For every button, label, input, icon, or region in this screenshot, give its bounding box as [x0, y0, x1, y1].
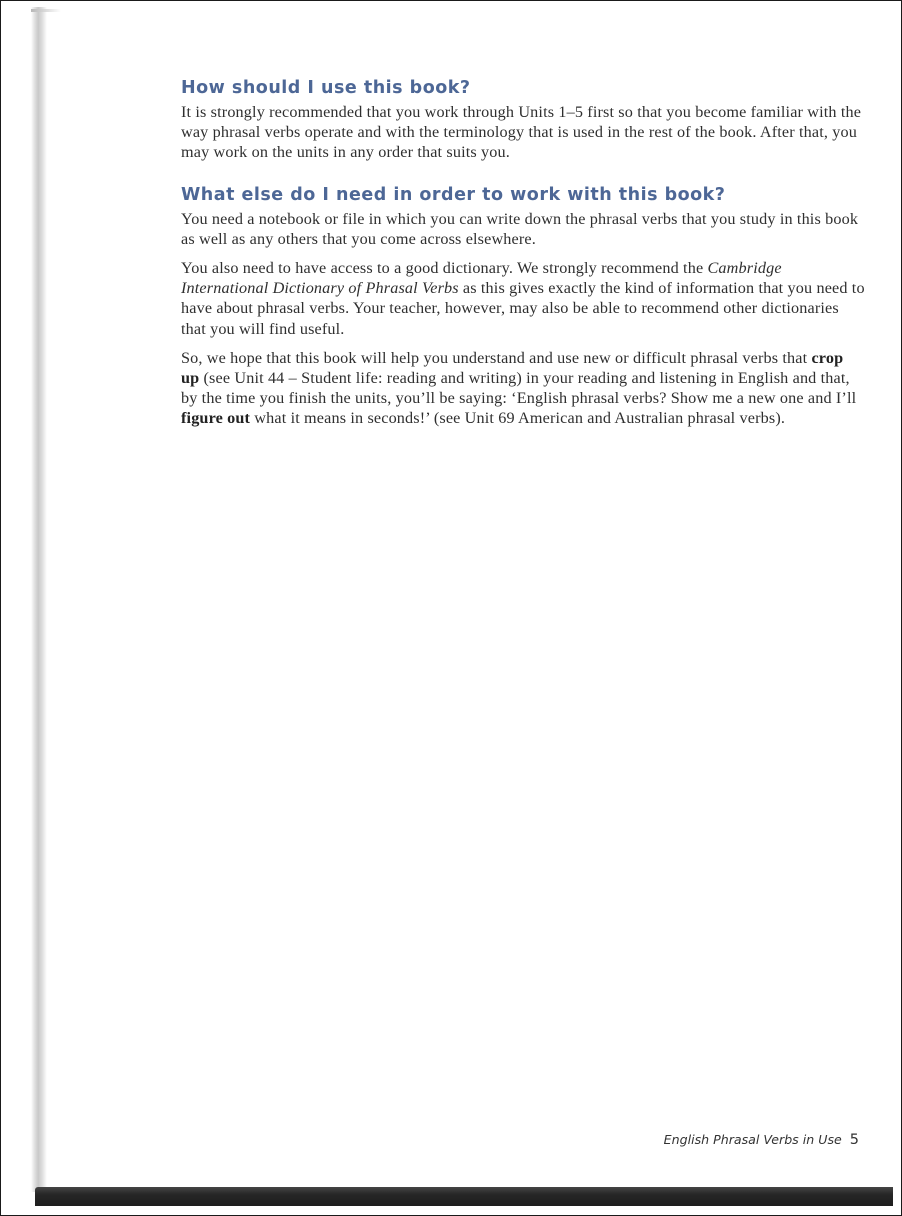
- page-footer: [664, 1129, 859, 1148]
- paragraph: You need a notebook or file in which you can write down the phrasal verbs that you study in this book as well as any others that you come across elsewhere.: [181, 209, 859, 248]
- text-run: as this gives exactly the kind of information that you need to have about phrasal verbs. Your teacher, however, may also be able to recommend other dictionaries that you will find useful.: [181, 279, 865, 338]
- phrasal-verb-term: crop up: [181, 348, 844, 388]
- text-run: So, we hope that this book will help you understand and use new or difficult phrasal verbs that: [181, 348, 812, 367]
- page-edge-shadow: [35, 1187, 893, 1206]
- section-heading: What else do I need in order to work with this book?: [181, 184, 726, 205]
- paragraph: It is strongly recommended that you work through Units 1–5 first so that you become familiar with the way phrasal verbs operate and with the terminology that is used in the rest of the book. After that, you may work on the units in any order that suits you.: [181, 103, 862, 162]
- section-what-else: [181, 183, 865, 429]
- section-heading: How should I use this book?: [181, 78, 471, 98]
- section-how-to-use: [181, 76, 865, 163]
- text-run: You also need to have access to a good dictionary. We strongly recommend the: [181, 259, 708, 278]
- binding-mark: [31, 9, 61, 12]
- paragraph-closing: [181, 348, 865, 429]
- text-run: (see Unit 44 – Student life: reading and writing) in your reading and listening in English and that, by the time you finish the units, you’ll be saying: ‘English phrasal verbs? Show me a new one and I’ll: [181, 369, 857, 408]
- dictionary-title: Cambridge International Dictionary of Phrasal Verbs: [181, 259, 782, 298]
- page-content: [181, 73, 865, 429]
- page-number: 5: [849, 1132, 859, 1148]
- paragraph-dictionary: [181, 258, 865, 339]
- binding-shadow: [31, 7, 47, 1192]
- phrasal-verb-term: figure out: [181, 409, 251, 428]
- footer-book-title: English Phrasal Verbs in Use: [663, 1132, 842, 1147]
- text-run: what it means in seconds!’ (see Unit 69 American and Australian phrasal verbs).: [250, 409, 786, 428]
